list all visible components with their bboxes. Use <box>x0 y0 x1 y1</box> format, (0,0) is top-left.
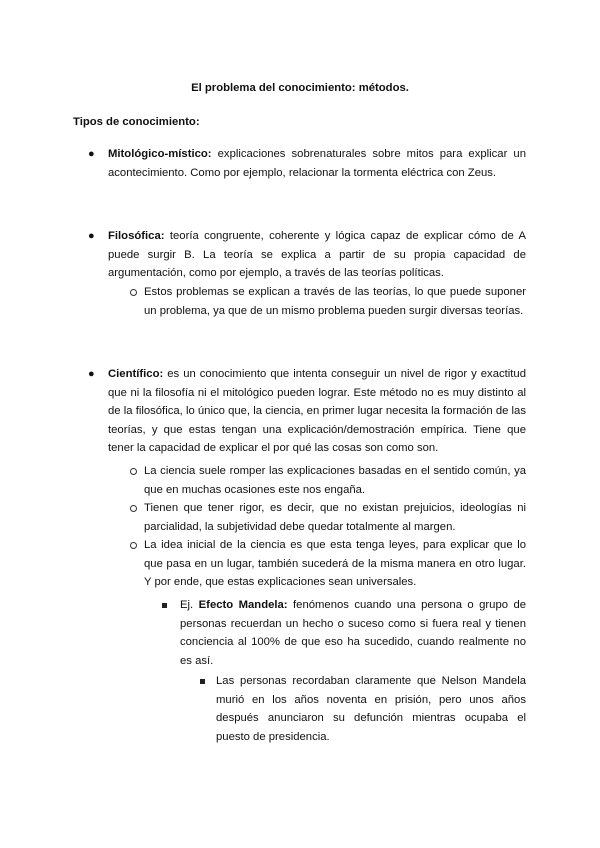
sub-item: Tienen que tener rigor, es decir, que no existan prejuicios, ideologías ni parcialidad, la subjetividad debe quedar totalmente al margen. <box>144 502 526 533</box>
item-text: teoría congruente, coherente y lógica capaz de explicar cómo de A puede surgir B. La teoría se explica a partir de su propia capacidad de argumentación, como por ejemplo, a través de las teorías políticas. <box>108 230 527 280</box>
term-label: Mitológico-místico: <box>108 148 212 160</box>
sub-item: La ciencia suele romper las explicaciones basadas en el sentido común, ya que en muchas ocasiones este nos engaña. <box>144 465 526 496</box>
bullet-icon: ● <box>88 368 95 380</box>
example-prefix: Ej. <box>180 599 194 611</box>
circle-bullet-icon <box>130 505 137 512</box>
term-label: Científico: <box>108 368 164 380</box>
term-label: Filosófica: <box>108 230 165 242</box>
sub-item: Estos problemas se explican a través de las teorías, lo que puede suponer un problema, ya que de un mismo problema pueden surgir diversas teorías. <box>144 286 526 317</box>
example-detail: Las personas recordaban claramente que Nelson Mandela murió en los años noventa en prisión, pero unos años después anunciaron su defunción mientras ocupaba el puesto de presidencia. <box>216 675 526 743</box>
square-bullet-icon <box>162 603 167 608</box>
circle-bullet-icon <box>130 289 137 296</box>
example-term: Efecto Mandela: <box>198 599 288 611</box>
document-title: El problema del conocimiento: métodos. <box>191 82 409 94</box>
section-heading: Tipos de conocimiento: <box>73 116 200 128</box>
list-item-mitologico <box>108 145 526 182</box>
list-item-cientifico <box>108 365 526 458</box>
list-item-filosofica <box>108 227 526 283</box>
bullet-icon: ● <box>88 230 95 242</box>
example-item <box>180 596 526 670</box>
bullet-icon: ● <box>88 148 95 160</box>
item-text: es un conocimiento que intenta conseguir un nivel de rigor y exactitud que ni la filosofía ni el mitológico pueden lograr. Este método no es muy distinto al de la filosófica, lo único que, la ciencia, en primer lugar necesita la formación de las teorías, y que estas tengan una explicación/demostración empírica. Tiene que tener la capacidad de explicar el por qué las cosas son como son. <box>108 368 526 455</box>
circle-bullet-icon <box>130 542 137 549</box>
example-text: fenómenos cuando una persona o grupo de personas recuerdan un hecho o suceso como si fuera real y tienen conciencia al 100% de que eso ha sucedido, cuando realmente no es así. <box>180 599 527 667</box>
sub-item: La idea inicial de la ciencia es que esta tenga leyes, para explicar que lo que pasa en un lugar, también sucederá de la misma manera en otro lugar. Y por ende, que estas explicaciones sean universales. <box>144 539 526 589</box>
square-bullet-icon <box>200 679 205 684</box>
item-text: explicaciones sobrenaturales sobre mitos para explicar un acontecimiento. Como por ejemplo, relacionar la tormenta eléctrica con Zeus. <box>108 148 526 179</box>
circle-bullet-icon <box>130 468 137 475</box>
